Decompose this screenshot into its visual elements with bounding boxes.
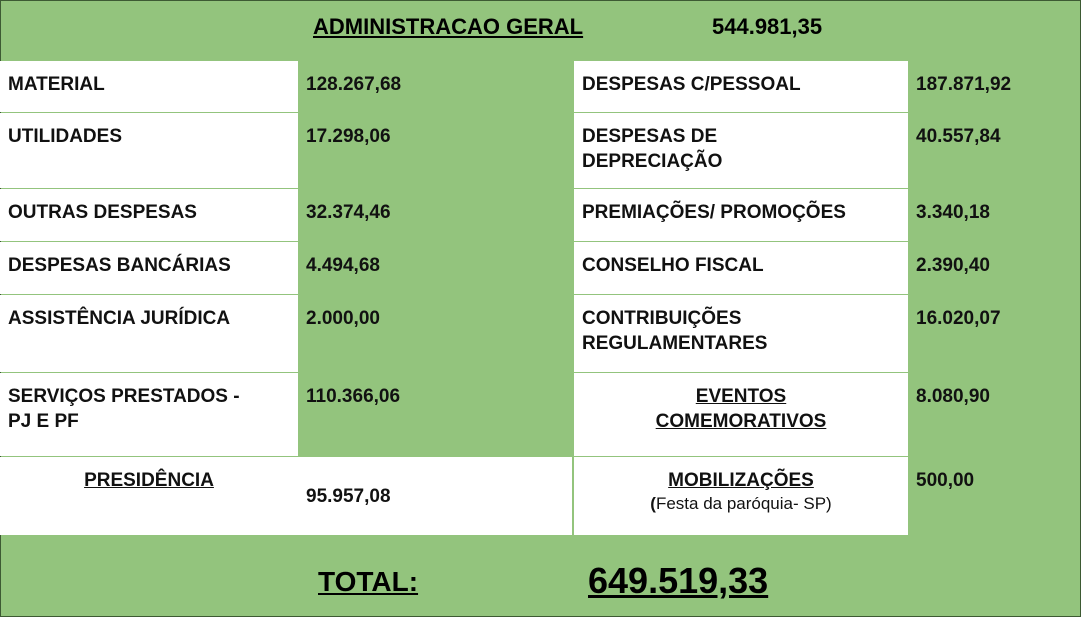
row-value-conselho-fiscal: 2.390,40: [908, 242, 1080, 294]
row-value-depreciacao: 40.557,84: [908, 113, 1080, 188]
total-value: 649.519,33: [588, 560, 769, 601]
row-label-contribuicoes: CONTRIBUIÇÕES REGULAMENTARES: [574, 295, 908, 372]
total-label: TOTAL:: [318, 566, 419, 597]
row-value-material: 128.267,68: [298, 61, 572, 112]
row-label-outras-despesas: OUTRAS DESPESAS: [0, 189, 298, 241]
row-value-despesas-bancarias: 4.494,68: [298, 242, 572, 294]
row-value-presidencia: 95.957,08: [298, 457, 572, 535]
row-label-servicos-prestados: SERVIÇOS PRESTADOS - PJ E PF: [0, 373, 298, 456]
row-label-despesas-bancarias: DESPESAS BANCÁRIAS: [0, 242, 298, 294]
row-label-presidencia: PRESIDÊNCIA: [0, 457, 298, 535]
row-value-eventos: 8.080,90: [908, 373, 1080, 456]
section-title: ADMINISTRACAO GERAL: [313, 14, 584, 39]
section-total: 544.981,35: [712, 14, 823, 39]
row-label-material: MATERIAL: [0, 61, 298, 112]
row-label-premiacoes: PREMIAÇÕES/ PROMOÇÕES: [574, 189, 908, 241]
row-value-premiacoes: 3.340,18: [908, 189, 1080, 241]
row-value-servicos-prestados: 110.366,06: [298, 373, 572, 456]
row-value-mobilizacoes: 500,00: [908, 457, 1080, 535]
row-label-depreciacao: DESPESAS DE DEPRECIAÇÃO: [574, 113, 908, 188]
row-value-outras-despesas: 32.374,46: [298, 189, 572, 241]
row-label-mobilizacoes: MOBILIZAÇÕES (Festa da paróquia- SP): [574, 457, 908, 535]
row-value-utilidades: 17.298,06: [298, 113, 572, 188]
row-label-utilidades: UTILIDADES: [0, 113, 298, 188]
row-label-conselho-fiscal: CONSELHO FISCAL: [574, 242, 908, 294]
row-label-despesas-pessoal: DESPESAS C/PESSOAL: [574, 61, 908, 112]
row-value-contribuicoes: 16.020,07: [908, 295, 1080, 372]
row-label-eventos: EVENTOS COMEMORATIVOS: [574, 373, 908, 456]
row-value-assistencia-juridica: 2.000,00: [298, 295, 572, 372]
row-value-despesas-pessoal: 187.871,92: [908, 61, 1080, 112]
row-label-assistencia-juridica: ASSISTÊNCIA JURÍDICA: [0, 295, 298, 372]
